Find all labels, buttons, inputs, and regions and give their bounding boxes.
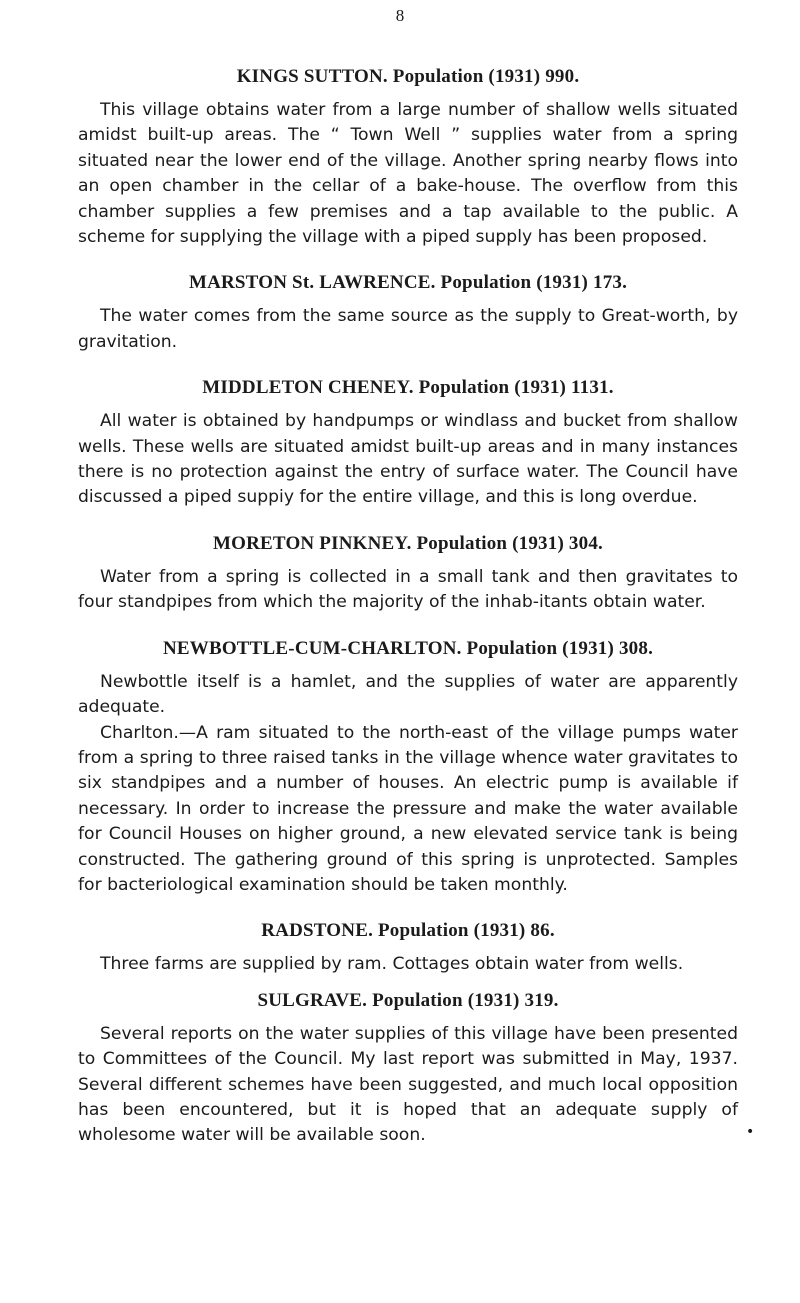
section-sulgrave [78,990,738,1149]
paragraph: Newbottle itself is a hamlet, and the supplies of water are apparently adequate. [78,671,738,718]
paragraph: This village obtains water from a large number of shallow wells situated amidst built-up areas. The “ Town Well ” supplies water from a spring situated near the lower end of the village. Another spring nearby flows into an open chamber in the cellar of a bake-house. The overflow from this chamber supplies a few premises and a tap available to the public. A scheme for supplying the village with a piped supply has been proposed. [78,100,738,248]
section-kings-sutton [78,66,738,250]
page-number: 8 [395,6,405,25]
margin-mark: • [746,1124,755,1140]
section-heading: RADSTONE. Population (1931) 86. [261,920,555,942]
paragraph: The water comes from the same source as the supply to Great-worth, by gravitation. [78,306,738,352]
paragraph: Charlton.—A ram situated to the north-east of the village pumps water from a spring to three raised tanks in the village whence water gravitates to six standpipes and a number of houses. An electric pump is available if necessary. In order to increase the pressure and make the water available for Council Houses on higher ground, a new elevated service tank is being constructed. The gathering ground of this spring is unprotected. Samples for bacteriological examination should be taken monthly. [78,722,738,895]
section-heading: KINGS SUTTON. Population (1931) 990. [236,66,580,87]
section-newbottle-cum-charlton [78,638,738,899]
document-body [78,66,738,1171]
section-heading: MIDDLETON CHENEY. Population (1931) 1131. [202,377,614,399]
section-radstone [78,920,738,977]
section-heading: MORETON PINKNEY. Population (1931) 304. [213,532,603,554]
section-heading: MARSTON St. LAWRENCE. Population (1931) 173. [188,272,628,294]
paragraph: All water is obtained by handpumps or windlass and bucket from shallow wells. These wells are situated amidst built-up areas and in many instances there is no protection against the entry of surface water. The Council have discussed a piped suppiy for the entire village, and this is long overdue. [78,411,738,508]
paragraph: Three farms are supplied by ram. Cottages obtain water from wells. [100,954,684,975]
section-heading: NEWBOTTLE-CUM-CHARLTON. Population (1931) 308. [162,637,654,659]
section-marston-st-lawrence [78,272,738,355]
section-moreton-pinkney [78,533,738,616]
section-middleton-cheney [78,377,738,511]
section-heading: SULGRAVE. Population (1931) 319. [257,989,559,1011]
paragraph: Water from a spring is collected in a small tank and then gravitates to four standpipes from which the majority of the inhab-itants obtain water. [78,566,738,613]
paragraph: Several reports on the water supplies of this village have been presented to Committees of the Council. My last report was submitted in May, 1937. Several different schemes have been suggested, and much local opposition has been encountered, but it is hoped that an adequate supply of wholesome water will be available soon. [78,1023,738,1146]
